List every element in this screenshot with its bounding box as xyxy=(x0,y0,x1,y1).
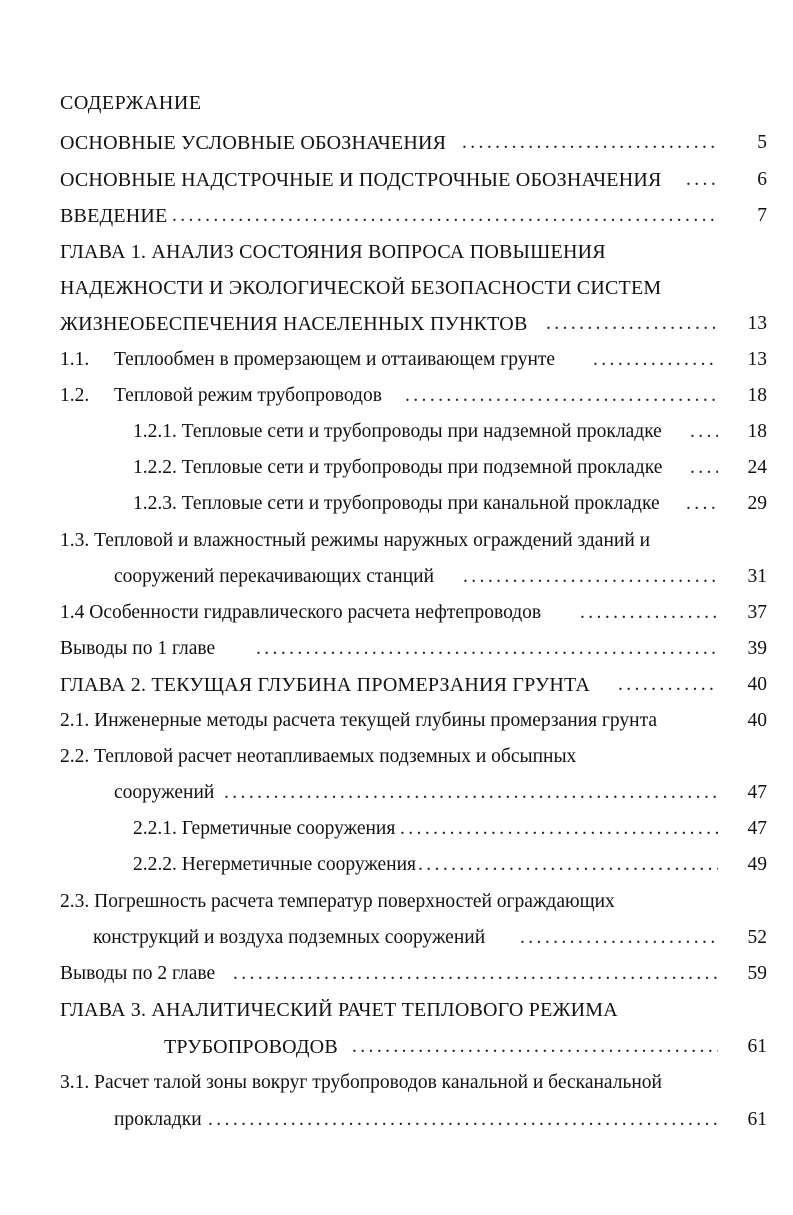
toc-entry[interactable] xyxy=(0,705,793,737)
toc-entry-page: 40 xyxy=(747,710,767,731)
toc-entry-title: ГЛАВА 2. ТЕКУЩАЯ ГЛУБИНА ПРОМЕРЗАНИЯ ГРУНТА xyxy=(60,674,591,696)
toc-entry-title: ТРУБОПРОВОДОВ xyxy=(164,1036,338,1058)
toc-entry-title: Выводы по 2 главе xyxy=(60,963,216,984)
toc-entry-page: 37 xyxy=(747,602,767,623)
leader-dots xyxy=(224,777,718,809)
toc-entry[interactable] xyxy=(0,958,793,990)
toc-entry[interactable] xyxy=(0,452,793,484)
toc-entry[interactable] xyxy=(0,777,793,809)
toc-entry[interactable] xyxy=(0,127,793,159)
toc-entry-title: 1.2.1. Тепловые сети и трубопроводы при надземной прокладке xyxy=(133,421,662,442)
toc-entry-title: сооружений перекачивающих станций xyxy=(114,566,435,587)
toc-entry-title: конструкций и воздуха подземных сооружений xyxy=(93,927,486,948)
toc-entry-title: 2.2.1. Герметичные сооружения xyxy=(133,818,396,839)
toc-entry-title: НАДЕЖНОСТИ И ЭКОЛОГИЧЕСКОЙ БЕЗОПАСНОСТИ СИСТЕМ xyxy=(60,277,662,299)
toc-entry-page: 61 xyxy=(747,1109,767,1130)
toc-entry-page: 5 xyxy=(757,132,767,153)
toc-entry[interactable] xyxy=(0,886,793,918)
toc-entry-number: 1.2. xyxy=(60,385,90,406)
toc-entry-page: 18 xyxy=(747,421,767,442)
toc-entry[interactable] xyxy=(0,380,793,412)
toc-entry-page: 40 xyxy=(747,674,767,695)
toc-entry-page: 18 xyxy=(747,385,767,406)
toc-entry-title: 1.2.2. Тепловые сети и трубопроводы при подземной прокладке xyxy=(133,457,663,478)
toc-entry-page: 47 xyxy=(747,782,767,803)
toc-entry-title: ОСНОВНЫЕ УСЛОВНЫЕ ОБОЗНАЧЕНИЯ xyxy=(60,132,447,154)
leader-dots xyxy=(208,1104,718,1136)
toc-entry-page: 6 xyxy=(757,169,767,190)
leader-dots xyxy=(400,813,718,845)
leader-dots xyxy=(686,164,718,196)
toc-entry-title: 1.4 Особенности гидравлического расчета нефтепроводов xyxy=(60,602,542,623)
leader-dots xyxy=(463,561,718,593)
toc-entry-title: ВВЕДЕНИЕ xyxy=(60,205,168,227)
toc-entry-title: Теплообмен в промерзающем и оттаивающем грунте xyxy=(114,349,556,370)
leader-dots xyxy=(593,344,718,376)
leader-dots xyxy=(686,488,718,520)
toc-entry[interactable] xyxy=(0,236,793,268)
toc-entry-title: 2.2. Тепловой расчет неотапливаемых подземных и обсыпных xyxy=(60,746,577,767)
leader-dots xyxy=(172,200,718,232)
toc-entry[interactable] xyxy=(0,597,793,629)
toc-entry-page: 61 xyxy=(747,1036,767,1057)
toc-entry-page: 24 xyxy=(747,457,767,478)
toc-entry-title: сооружений xyxy=(114,782,215,803)
toc-entry-page: 49 xyxy=(747,854,767,875)
toc-entry-title: ОСНОВНЫЕ НАДСТРОЧНЫЕ И ПОДСТРОЧНЫЕ ОБОЗНАЧЕНИЯ xyxy=(60,169,662,191)
toc-entry-title: Выводы по 1 главе xyxy=(60,638,216,659)
toc-entry-page: 7 xyxy=(757,205,767,226)
leader-dots xyxy=(352,1031,718,1063)
toc-entry-page: 31 xyxy=(747,566,767,587)
toc-entry-page: 39 xyxy=(747,638,767,659)
leader-dots xyxy=(690,452,718,484)
toc-entry-title: прокладки xyxy=(114,1109,202,1130)
leader-dots xyxy=(520,922,718,954)
toc-entry-title: ЖИЗНЕОБЕСПЕЧЕНИЯ НАСЕЛЕННЫХ ПУНКТОВ xyxy=(60,313,528,335)
toc-entry-title: ГЛАВА 1. АНАЛИЗ СОСТОЯНИЯ ВОПРОСА ПОВЫШЕНИЯ xyxy=(60,241,606,263)
toc-entry[interactable] xyxy=(0,994,793,1026)
toc-entry-page: 47 xyxy=(747,818,767,839)
toc-entry-title: Тепловой режим трубопроводов xyxy=(114,385,382,406)
toc-entry[interactable] xyxy=(0,561,793,593)
toc-entry[interactable] xyxy=(0,488,793,520)
toc-entry[interactable] xyxy=(0,1031,793,1063)
leader-dots xyxy=(462,127,718,159)
leader-dots xyxy=(256,633,718,665)
toc-entry[interactable] xyxy=(0,1067,793,1099)
leader-dots xyxy=(580,597,718,629)
toc-entry[interactable] xyxy=(0,813,793,845)
toc-entry[interactable] xyxy=(0,344,793,376)
toc-entry-title: 2.2.2. Негерметичные сооружения xyxy=(133,854,417,875)
toc-entry-title: 2.3. Погрешность расчета температур поверхностей ограждающих xyxy=(60,891,615,912)
leader-dots xyxy=(405,380,718,412)
toc-entry-title: 1.3. Тепловой и влажностный режимы наружных ограждений зданий и xyxy=(60,530,651,551)
toc-entry[interactable] xyxy=(0,922,793,954)
toc-entry[interactable] xyxy=(0,200,793,232)
toc-entry-page: 29 xyxy=(747,493,767,514)
toc-entry-page: 59 xyxy=(747,963,767,984)
toc-entry-number: 1.1. xyxy=(60,349,90,370)
leader-dots xyxy=(546,308,718,340)
toc-entry[interactable] xyxy=(0,272,793,304)
toc-entry[interactable] xyxy=(0,741,793,773)
toc-entry[interactable] xyxy=(0,416,793,448)
toc-entry[interactable] xyxy=(0,308,793,340)
toc-entry-title: 2.1. Инженерные методы расчета текущей глубины промерзания грунта xyxy=(60,710,658,731)
leader-dots xyxy=(233,958,718,990)
toc-entry[interactable] xyxy=(0,164,793,196)
toc-entry-title: 1.2.3. Тепловые сети и трубопроводы при канальной прокладке xyxy=(133,493,660,514)
toc-entry-title: 3.1. Расчет талой зоны вокруг трубопроводов канальной и бесканальной xyxy=(60,1072,662,1093)
toc-entry-page: 13 xyxy=(747,349,767,370)
toc-entry[interactable] xyxy=(0,669,793,701)
leader-dots xyxy=(618,669,718,701)
toc-entry[interactable] xyxy=(0,1104,793,1136)
toc-heading: СОДЕРЖАНИЕ xyxy=(60,92,202,114)
toc-entry[interactable] xyxy=(0,525,793,557)
toc-entry[interactable] xyxy=(0,849,793,881)
leader-dots xyxy=(690,416,718,448)
toc-entry-page: 52 xyxy=(747,927,767,948)
leader-dots xyxy=(418,849,718,881)
toc-entry-title: ГЛАВА 3. АНАЛИТИЧЕСКИЙ РАЧЕТ ТЕПЛОВОГО РЕЖИМА xyxy=(60,999,618,1021)
toc-entry[interactable] xyxy=(0,633,793,665)
toc-entry-page: 13 xyxy=(747,313,767,334)
